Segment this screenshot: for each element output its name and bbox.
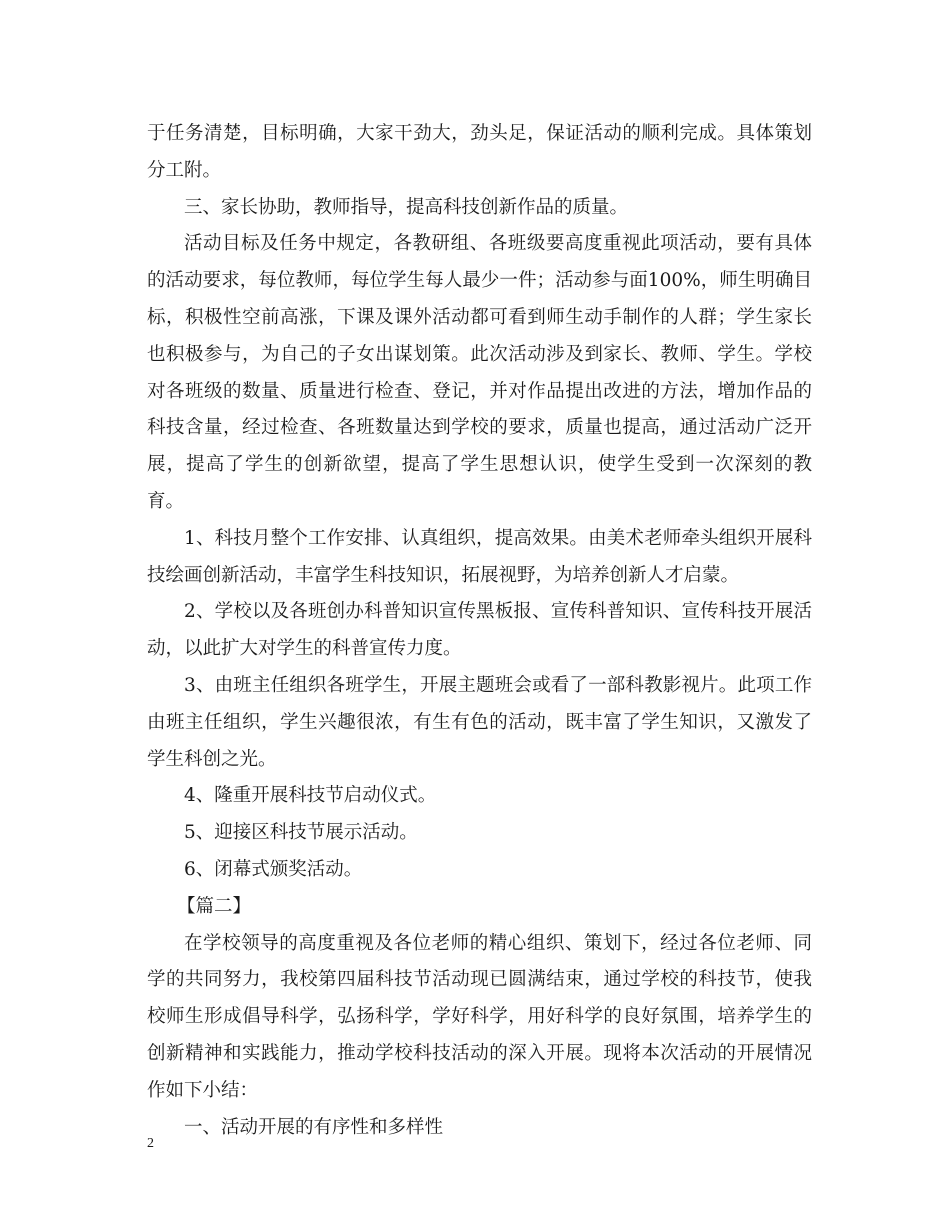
paragraph-summary-intro: 在学校领导的高度重视及各位老师的精心组织、策划下，经过各位老师、同学的共同努力，我校第四届科技节活动现已圆满结束，通过学校的科技节，使我校师生形成倡导科学，弘扬科学，学好科学，用好科学的良好氛围，培养学生的创新精神和实践能力，推动学校科技活动的深入开展。现将本次活动的开展情况作如下小结： <box>147 932 812 1101</box>
page-number: 2 <box>147 1136 154 1151</box>
list-item-5: 5、迎接区科技节展示活动。 <box>184 822 418 844</box>
document-body <box>147 116 812 1146</box>
list-item-4: 4、隆重开展科技节启动仪式。 <box>184 785 437 807</box>
section-heading-activity-order: 一、活动开展的有序性和多样性 <box>184 1116 444 1138</box>
list-item-6: 6、闭幕式颁奖活动。 <box>184 858 363 880</box>
paragraph-continuation: 于任务清楚，目标明确，大家干劲大，劲头足，保证活动的顺利完成。具体策划分工附。 <box>147 123 812 181</box>
list-item-3: 3、由班主任组织各班学生，开展主题班会或看了一部科教影视片。此项工作由班主任组织，学生兴趣很浓，有生有色的活动，既丰富了学生知识，又激发了学生科创之光。 <box>147 674 812 770</box>
section-title-part-two: 【篇二】 <box>177 895 252 917</box>
paragraph-activity-goals: 活动目标及任务中规定，各教研组、各班级要高度重视此项活动，要有具体的活动要求，每位教师，每位学生每人最少一件；活动参与面100%，师生明确目标，积极性空前高涨，下课及课外活动都可看到师生动手制作的人群；学生家长也积极参与，为自己的子女出谋划策。此次活动涉及到家长、教师、学生。学校对各班级的数量、质量进行检查、登记，并对作品提出改进的方法，增加作品的科技含量，经过检查、各班数量达到学校的要求，质量也提高，通过活动广泛开展，提高了学生的创新欲望，提高了学生思想认识，使学生受到一次深刻的教育。 <box>147 233 812 512</box>
list-item-1: 1、科技月整个工作安排、认真组织，提高效果。由美术老师牵头组织开展科技绘画创新活动，丰富学生科技知识，拓展视野，为培养创新人才启蒙。 <box>147 527 812 586</box>
section-heading-parent-assistance: 三、家长协助，教师指导，提高科技创新作品的质量。 <box>184 196 629 218</box>
list-item-2: 2、学校以及各班创办科普知识宣传黑板报、宣传科普知识、宣传科技开展活动，以此扩大对学生的科普宣传力度。 <box>147 601 812 660</box>
